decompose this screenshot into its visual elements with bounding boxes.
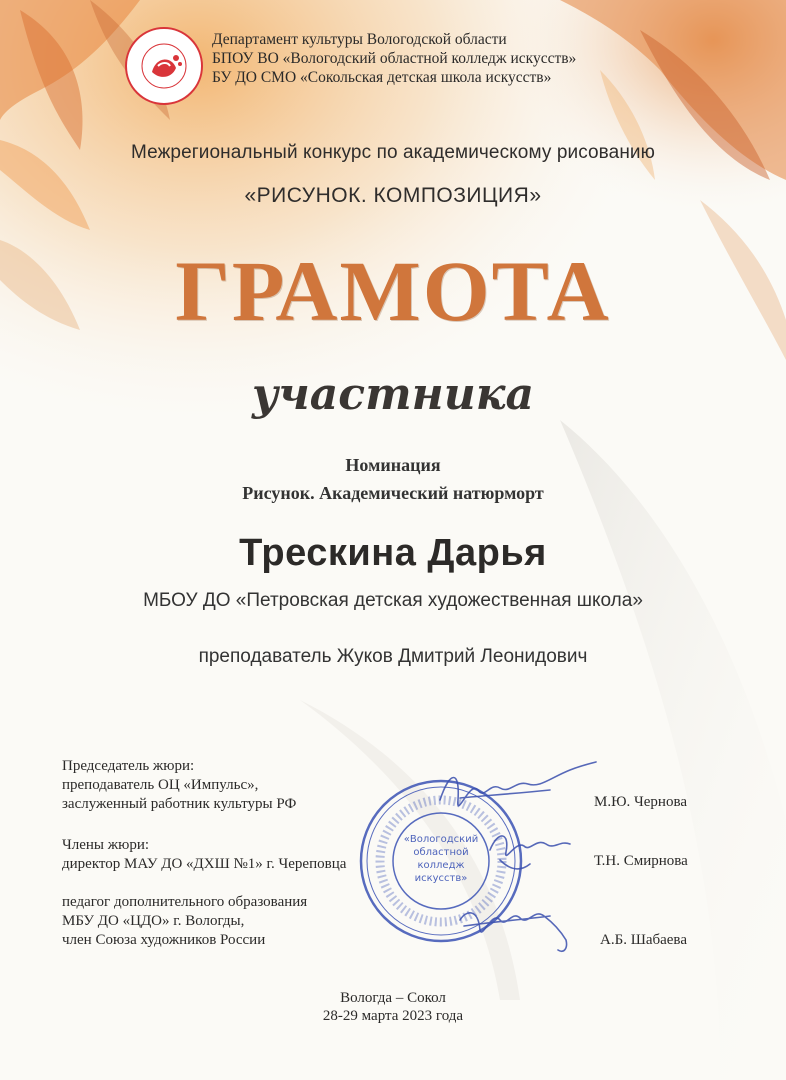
contest-name: «РИСУНОК. КОМПОЗИЦИЯ» (244, 184, 542, 207)
jury-member-2-name: А.Б. Шабаева (600, 932, 687, 948)
jury-member-line: директор МАУ ДО «ДХШ №1» г. Череповца (62, 856, 347, 872)
certificate-subtitle: участника (252, 369, 534, 420)
org-line: БУ ДО СМО «Сокольская детская школа искусств» (212, 69, 552, 86)
participant-teacher: преподаватель Жуков Дмитрий Леонидович (198, 646, 588, 667)
jury-chair-line: заслуженный работник культуры РФ (62, 796, 297, 812)
participant-school: МБОУ ДО «Петровская детская художественная школа» (143, 590, 643, 611)
organization-list (212, 30, 576, 87)
stamp-line: искусств» (414, 873, 468, 884)
jury-member-line: педагог дополнительного образования (62, 894, 308, 910)
nomination-value: Рисунок. Академический натюрморт (242, 483, 544, 503)
contest-title: Межрегиональный конкурс по академическому рисованию (131, 142, 655, 163)
jury-chair-line: Председатель жюри: (62, 758, 195, 774)
org-line: Департамент культуры Вологодской области (212, 31, 507, 48)
jury-member-line: Члены жюри: (62, 837, 150, 853)
stamp-line: «Вологодский (403, 834, 479, 845)
footer-place: Вологда – Сокол (340, 990, 446, 1006)
jury-chair-line: преподаватель ОЦ «Импульс», (62, 777, 259, 793)
stamp-line: областной (413, 847, 469, 858)
jury-member-line: член Союза художников России (62, 932, 266, 948)
jury-chair-name: М.Ю. Чернова (594, 794, 687, 810)
participant-name: Трескина Дарья (239, 532, 547, 574)
jury-signatures (420, 760, 600, 960)
jury-member-1 (62, 836, 346, 874)
jury-member-line: МБУ ДО «ЦДО» г. Вологды, (62, 913, 245, 929)
org-line: БПОУ ВО «Вологодский областной колледж искусств» (212, 50, 577, 67)
jury-member-1-name: Т.Н. Смирнова (594, 853, 688, 869)
region-logo (124, 26, 204, 106)
nomination-label: Номинация (345, 455, 441, 475)
jury-chair (62, 757, 296, 814)
footer-date: 28-29 марта 2023 года (322, 1008, 464, 1024)
jury-member-2 (62, 893, 307, 950)
stamp-line: колледж (417, 860, 465, 871)
certificate-title: ГРАМОТА (175, 243, 611, 339)
